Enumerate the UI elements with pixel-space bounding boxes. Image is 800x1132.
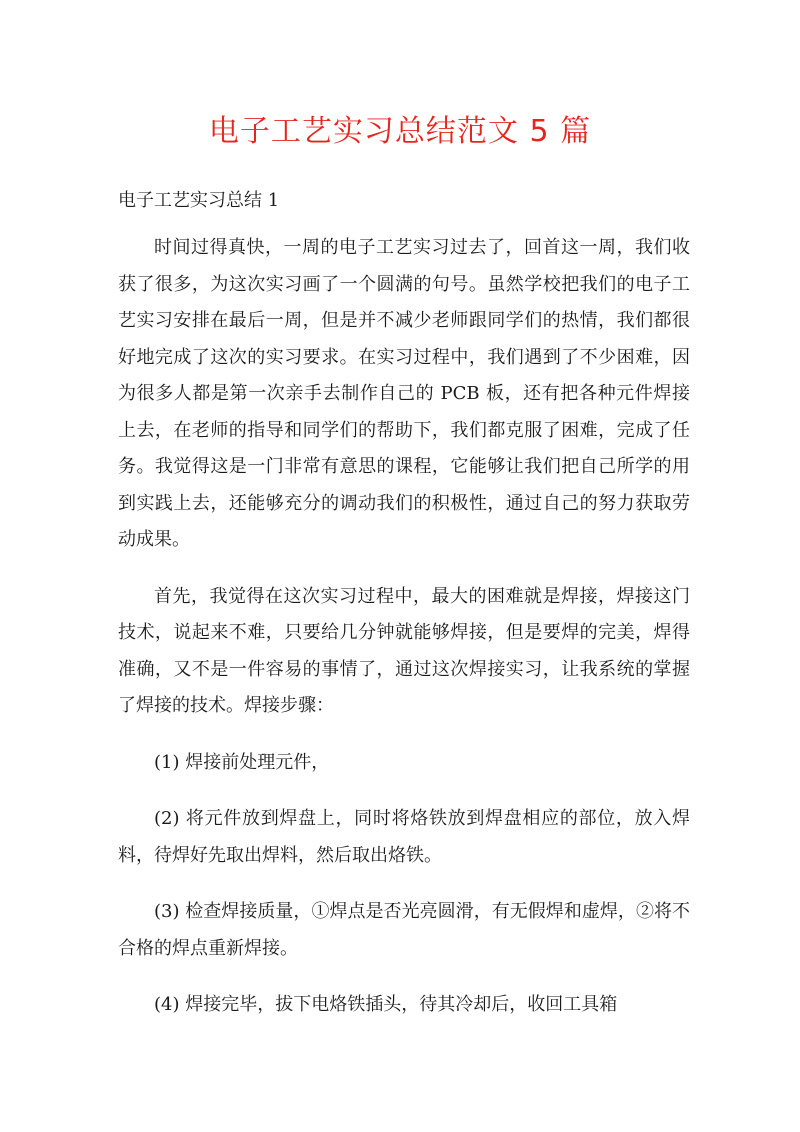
paragraph-2: 首先，我觉得在这次实习过程中，最大的困难就是焊接，焊接这门技术，说起来不难，只要给几分钟就能够焊接，但是要焊的完美，焊得准确，又不是一件容易的事情了，通过这次焊接实习，让我系统的掌握了焊接的技术。焊接步骤： [118,585,690,716]
document-title: 电子工艺实习总结范文 5 篇 [208,114,592,149]
step-4: (4) 焊接完毕，拔下电烙铁插头，待其冷却后，收回工具箱 [154,994,618,1015]
section-heading: 电子工艺实习总结 1 [118,190,280,211]
paragraph-1: 时间过得真快，一周的电子工艺实习过去了，回首这一周，我们收获了很多，为这次实习画了一个圆满的句号。虽然学校把我们的电子工艺实习安排在最后一周，但是并不减少老师跟同学们的热情，我们都很好地完成了这次的实习要求。在实习过程中，我们遇到了不少困难，因为很多人都是第一次亲手去制作自己的 PCB 板，还有把各种元件焊接上去，在老师的指导和同学们的帮助下，我们都克服了困难，完成了任务。我觉得这是一门非常有意思的课程，它能够让我们把自己所学的用到实践上去，还能够充分的调动我们的积极性，通过自己的努力获取劳动成果。 [118,237,690,550]
step-2: (2) 将元件放到焊盘上，同时将烙铁放到焊盘相应的部位，放入焊料，待焊好先取出焊料，然后取出烙铁。 [118,808,690,866]
document-body [118,185,690,1024]
step-3: (3) 检查焊接质量，①焊点是否光亮圆滑，有无假焊和虚焊，②将不合格的焊点重新焊接。 [118,901,690,959]
step-1: (1) 焊接前处理元件， [154,751,330,773]
